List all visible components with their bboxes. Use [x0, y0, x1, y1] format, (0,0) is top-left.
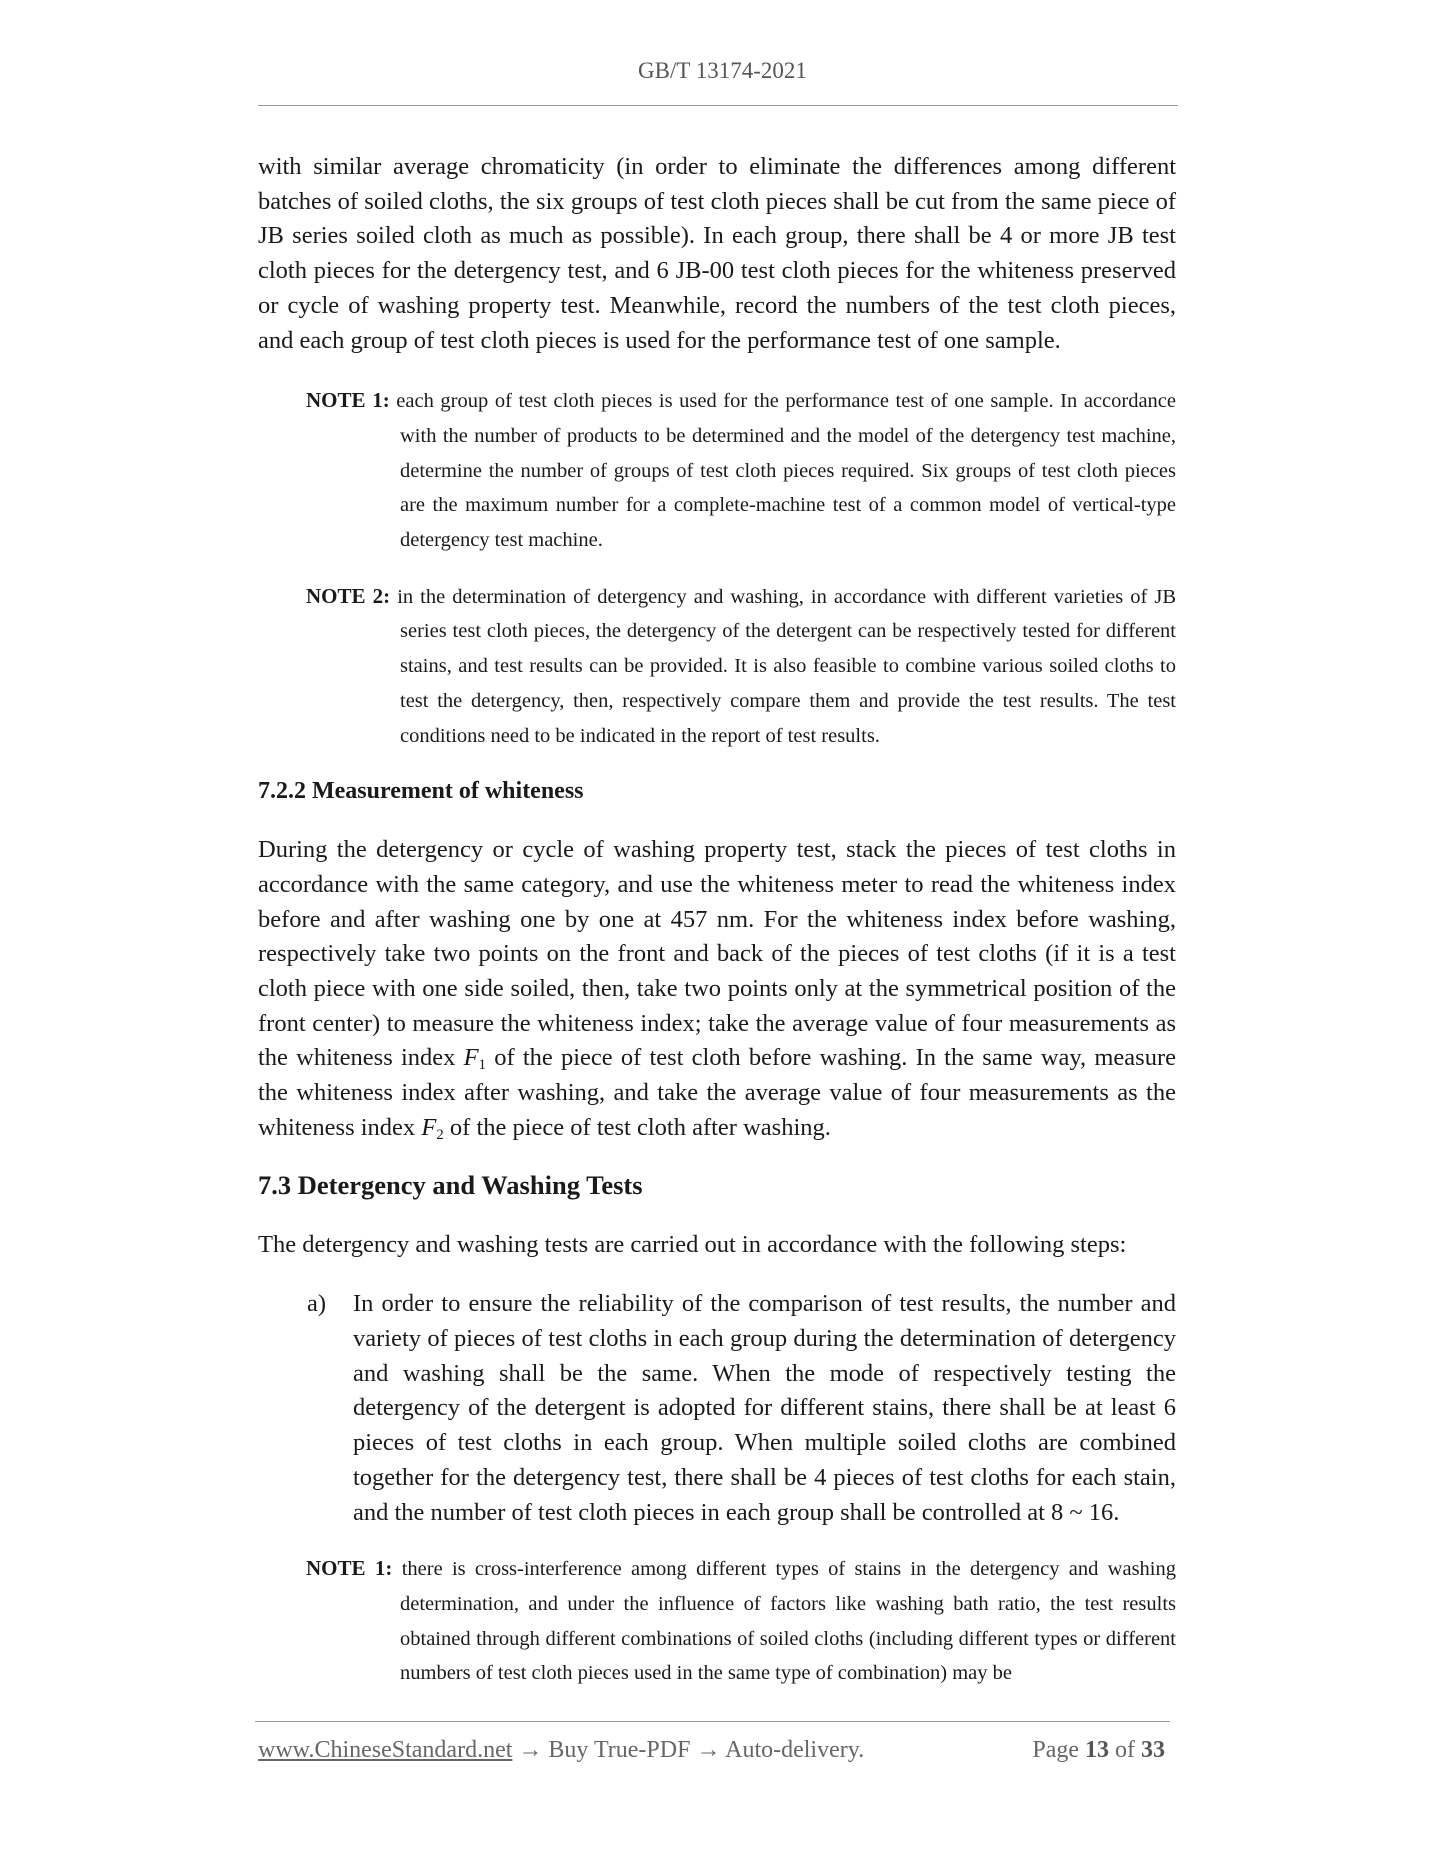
- page-content: [258, 150, 1176, 1691]
- section-heading-7-2-2: 7.2.2 Measurement of whiteness: [258, 778, 584, 805]
- note-2: [306, 579, 1176, 754]
- list-item-text: In order to ensure the reliability of the comparison of test results, the number and variety of pieces of test cloths in each group during the determination of detergency and washing shall be the same. When the mode of respectively testing the detergency of the detergent is adopted for different stains, there shall be at least 6 pieces of test cloths in each group. When multiple soiled cloths are combined together for the detergency test, there shall be 4 pieces of test cloths for each stain, and the number of test cloth pieces in each group shall be controlled at 8 ~ 16.: [353, 1290, 1176, 1526]
- header-divider: [258, 105, 1178, 106]
- note-2-label: NOTE 2:: [306, 583, 391, 608]
- note-3-text: there is cross-interference among different types of stains in the detergency and washing determination, and under the influence of factors like washing bath ratio, the test results obtained through different combinations of soiled cloths (including different types or different numbers of test cloth pieces used in the same type of combination) may be: [400, 1558, 1177, 1685]
- note-3-label: NOTE 1:: [306, 1556, 393, 1581]
- page-footer: [258, 1737, 1170, 1764]
- section-heading-7-3: 7.3 Detergency and Washing Tests: [258, 1169, 643, 1200]
- document-id-header: GB/T 13174-2021: [638, 58, 807, 83]
- current-page: 13: [1085, 1737, 1109, 1763]
- note-3: [306, 1551, 1176, 1691]
- tests-intro-paragraph: The detergency and washing tests are carried out in accordance with the following steps:: [258, 1230, 1127, 1258]
- note-1-label: NOTE 1:: [306, 388, 390, 413]
- list-item-a: [258, 1287, 1176, 1530]
- page-counter: Page 13 of 33: [1032, 1737, 1165, 1763]
- site-link[interactable]: www.ChineseStandard.net: [258, 1737, 513, 1763]
- note-1: [306, 383, 1176, 558]
- intro-paragraph: with similar average chromaticity (in order to eliminate the differences among different batches of soiled cloths, the six groups of test cloth pieces shall be cut from the same piece of JB series soiled cloth as much as possible). In each group, there shall be 4 or more JB test cloth pieces for the detergency test, and 6 JB-00 test cloth pieces for the whiteness preserved or cycle of washing property test. Meanwhile, record the numbers of the test cloth pieces, and each group of test cloth pieces is used for the performance test of one sample.: [258, 153, 1176, 354]
- note-2-text: in the determination of detergency and washing, in accordance with different varieties of JB series test cloth pieces, the detergency of the detergent can be respectively tested for different stains, and test results can be provided. It is also feasible to combine various soiled cloths to test the detergency, then, respectively compare them and provide the test results. The test conditions need to be indicated in the report of test results.: [397, 585, 1176, 747]
- note-1-text: each group of test cloth pieces is used for the performance test of one sample. In accordance with the number of products to be determined and the model of the detergency test machine, determine the number of groups of test cloth pieces required. Six groups of test cloth pieces are the maximum number for a complete-machine test of a common model of vertical-type detergency test machine.: [396, 390, 1176, 552]
- whiteness-paragraph: During the detergency or cycle of washing property test, stack the pieces of test cloths in accordance with the same category, and use the whiteness meter to read the whiteness index before and after washing one by one at 457 nm. For the whiteness index before washing, respectively take two points on the front and back of the pieces of test cloths (if it is a test cloth piece with one side soiled, then, take two points only at the symmetrical position of the front center) to measure the whiteness index; take the average value of four measurements as the whiteness index $F_1$ of the piece of test cloth before washing. In the same way, measure the whiteness index after washing, and take the average value of four measurements as the whiteness index $F_2$ of the piece of test cloth after washing.: [258, 836, 1177, 1143]
- variable-F2: F: [421, 1113, 437, 1141]
- variable-F1: F: [463, 1044, 479, 1072]
- footer-divider: [255, 1721, 1170, 1722]
- total-pages: 33: [1141, 1737, 1165, 1763]
- list-marker: a): [307, 1290, 327, 1318]
- promo-text: → Buy True-PDF → Auto-delivery.: [512, 1737, 865, 1763]
